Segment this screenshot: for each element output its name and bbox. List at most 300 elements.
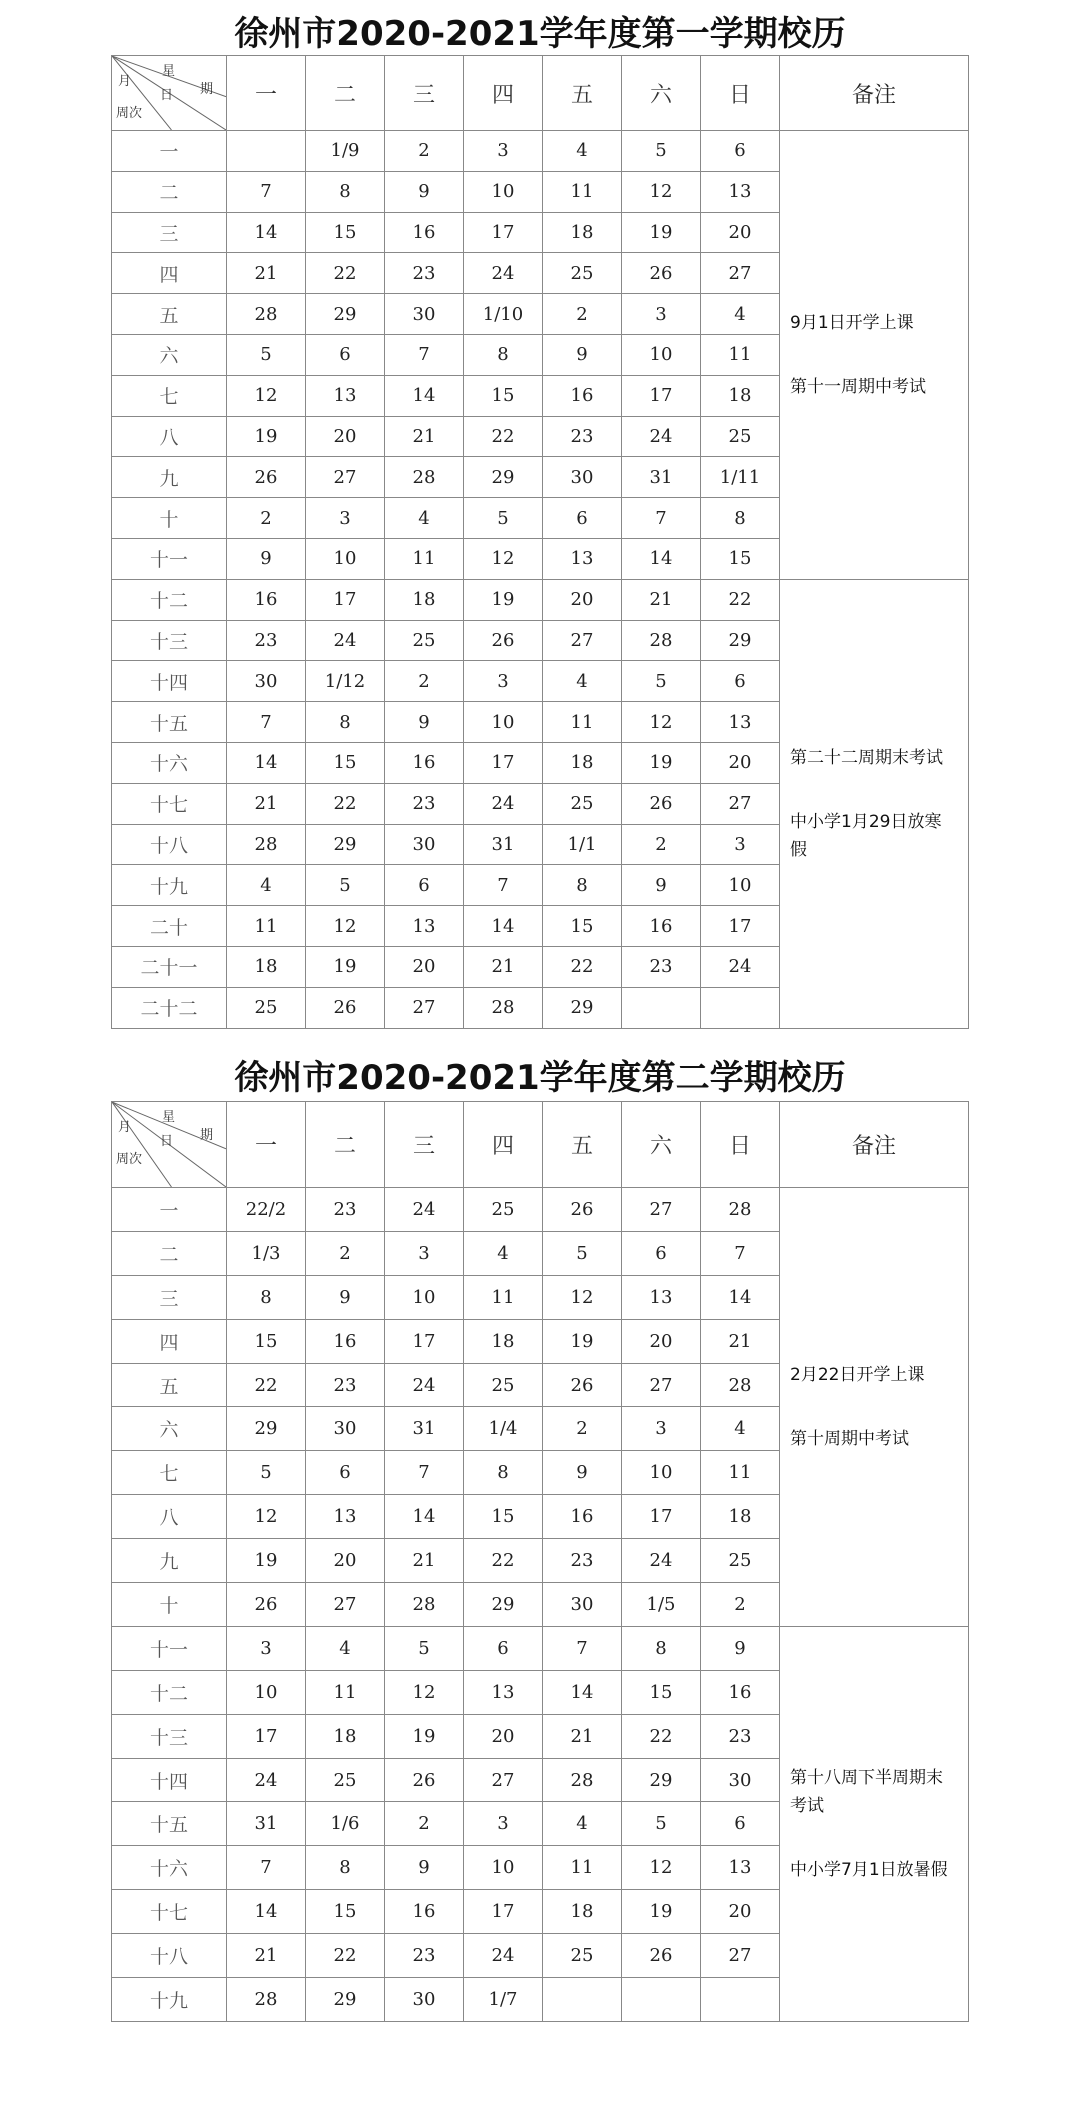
week-number-cell: 十六 [112,1846,227,1890]
header-row [112,1102,969,1188]
date-cell: 7 [543,1626,622,1670]
date-cell: 26 [543,1363,622,1407]
date-cell: 13 [701,171,780,212]
date-cell: 16 [227,579,306,620]
date-cell: 3 [306,498,385,539]
corner-label-week: 周次 [116,106,143,121]
date-cell: 12 [385,1670,464,1714]
week-number-cell: 十八 [112,1934,227,1978]
date-cell: 12 [227,1495,306,1539]
date-cell: 1/9 [306,131,385,172]
date-cell: 11 [543,171,622,212]
date-cell: 8 [701,498,780,539]
corner-label-star: 星 [162,1110,176,1125]
date-cell: 19 [227,416,306,457]
date-cell: 26 [227,1583,306,1627]
date-cell: 28 [227,1978,306,2022]
date-cell: 4 [306,1626,385,1670]
date-cell: 9 [385,171,464,212]
date-cell: 12 [543,1275,622,1319]
date-cell: 6 [306,334,385,375]
date-cell: 18 [543,742,622,783]
date-cell: 14 [543,1670,622,1714]
date-cell: 19 [622,212,701,253]
date-cell: 24 [622,1539,701,1583]
notes-header: 备注 [780,56,969,131]
date-cell: 30 [543,1583,622,1627]
week-number-cell: 十九 [112,865,227,906]
week-number-cell: 七 [112,1451,227,1495]
date-cell: 13 [701,1846,780,1890]
date-cell: 19 [622,742,701,783]
date-cell: 14 [227,742,306,783]
date-cell: 27 [622,1188,701,1232]
date-cell: 8 [306,702,385,743]
date-cell: 8 [543,865,622,906]
date-cell: 12 [622,702,701,743]
corner-label-day: 日 [160,1134,174,1149]
week-row [112,131,969,172]
date-cell: 27 [622,1363,701,1407]
date-cell: 21 [622,579,701,620]
date-cell: 1/6 [306,1802,385,1846]
date-cell: 29 [622,1758,701,1802]
date-cell: 20 [385,946,464,987]
date-cell: 16 [385,212,464,253]
date-cell: 13 [701,702,780,743]
date-cell: 23 [306,1188,385,1232]
date-cell: 19 [464,579,543,620]
date-cell: 5 [227,334,306,375]
week-number-cell: 二 [112,171,227,212]
notes-cell [780,579,969,1028]
date-cell: 31 [227,1802,306,1846]
date-cell [227,131,306,172]
date-cell: 23 [622,946,701,987]
week-number-cell: 十一 [112,1626,227,1670]
date-cell: 27 [701,1934,780,1978]
date-cell: 29 [306,294,385,335]
date-cell: 30 [543,457,622,498]
weekday-header: 五 [543,56,622,131]
date-cell: 23 [385,1934,464,1978]
semester2-calendar-table [111,1101,969,2022]
date-cell: 14 [227,1890,306,1934]
date-cell: 18 [306,1714,385,1758]
weekday-header: 二 [306,56,385,131]
date-cell: 19 [306,946,385,987]
date-cell: 24 [227,1758,306,1802]
date-cell: 24 [464,253,543,294]
date-cell: 6 [306,1451,385,1495]
date-cell: 26 [306,987,385,1028]
date-cell: 20 [701,742,780,783]
date-cell [701,1978,780,2022]
date-cell: 12 [622,1846,701,1890]
date-cell: 31 [464,824,543,865]
weekday-header: 六 [622,56,701,131]
weekday-header: 一 [227,56,306,131]
week-number-cell: 二十 [112,906,227,947]
date-cell: 4 [543,131,622,172]
date-cell: 28 [622,620,701,661]
week-row [112,1188,969,1232]
date-cell: 11 [701,334,780,375]
date-cell: 17 [464,742,543,783]
date-cell: 25 [543,253,622,294]
date-cell: 11 [464,1275,543,1319]
semester1-title: 徐州市2020-2021学年度第一学期校历 [234,14,846,54]
week-number-cell: 二十一 [112,946,227,987]
date-cell: 30 [227,661,306,702]
date-cell: 20 [306,416,385,457]
date-cell: 9 [543,1451,622,1495]
date-cell: 10 [306,538,385,579]
date-cell: 28 [385,457,464,498]
date-cell: 3 [385,1231,464,1275]
date-cell: 10 [385,1275,464,1319]
date-cell: 5 [622,1802,701,1846]
date-cell: 14 [464,906,543,947]
date-cell: 23 [385,253,464,294]
date-cell: 7 [385,334,464,375]
date-cell [543,1978,622,2022]
date-cell: 27 [701,253,780,294]
date-cell: 18 [227,946,306,987]
date-cell: 27 [701,783,780,824]
date-cell: 1/11 [701,457,780,498]
date-cell: 21 [227,1934,306,1978]
date-cell: 29 [701,620,780,661]
date-cell: 14 [622,538,701,579]
date-cell: 28 [227,294,306,335]
date-cell: 8 [464,1451,543,1495]
weekday-header: 二 [306,1102,385,1188]
date-cell: 26 [227,457,306,498]
date-cell: 22 [701,579,780,620]
date-cell: 1/5 [622,1583,701,1627]
date-cell: 11 [543,1846,622,1890]
date-cell: 25 [227,987,306,1028]
date-cell: 7 [385,1451,464,1495]
date-cell: 22 [464,416,543,457]
week-number-cell: 十三 [112,1714,227,1758]
week-row [112,579,969,620]
date-cell: 4 [385,498,464,539]
date-cell: 22 [306,783,385,824]
date-cell: 30 [385,824,464,865]
date-cell: 24 [701,946,780,987]
date-cell: 6 [701,131,780,172]
note-text: 第二十二周期末考试 [790,747,943,768]
semester2-title: 徐州市2020-2021学年度第二学期校历 [234,1058,846,1098]
week-number-cell: 一 [112,1188,227,1232]
week-number-cell: 十五 [112,1802,227,1846]
date-cell: 2 [701,1583,780,1627]
date-cell: 22 [622,1714,701,1758]
weekday-header: 五 [543,1102,622,1188]
date-cell: 2 [227,498,306,539]
date-cell: 7 [464,865,543,906]
weekday-header: 三 [385,1102,464,1188]
week-number-cell: 六 [112,1407,227,1451]
date-cell: 13 [306,375,385,416]
header-corner-cell [112,1102,227,1188]
date-cell: 11 [543,702,622,743]
date-cell: 30 [385,294,464,335]
corner-label-period: 期 [200,82,214,97]
date-cell: 21 [227,253,306,294]
date-cell: 30 [385,1978,464,2022]
date-cell: 2 [543,1407,622,1451]
date-cell: 18 [464,1319,543,1363]
date-cell: 8 [464,334,543,375]
date-cell: 18 [543,212,622,253]
week-number-cell: 二 [112,1231,227,1275]
date-cell: 25 [543,1934,622,1978]
date-cell: 17 [306,579,385,620]
date-cell: 16 [306,1319,385,1363]
date-cell: 14 [385,1495,464,1539]
week-number-cell: 十二 [112,579,227,620]
week-number-cell: 十 [112,498,227,539]
corner-label-period: 期 [200,1128,214,1143]
date-cell: 26 [385,1758,464,1802]
date-cell: 28 [701,1363,780,1407]
date-cell: 1/7 [464,1978,543,2022]
week-number-cell: 十四 [112,1758,227,1802]
notes-cell [780,1188,969,1627]
date-cell: 6 [701,1802,780,1846]
date-cell: 10 [227,1670,306,1714]
date-cell: 20 [464,1714,543,1758]
date-cell: 20 [622,1319,701,1363]
date-cell: 13 [622,1275,701,1319]
date-cell: 9 [543,334,622,375]
date-cell: 26 [464,620,543,661]
date-cell: 6 [701,661,780,702]
date-cell: 12 [227,375,306,416]
notes-header: 备注 [780,1102,969,1188]
date-cell: 31 [385,1407,464,1451]
date-cell: 24 [464,1934,543,1978]
note-text: 9月1日开学上课 [790,312,914,333]
date-cell: 3 [701,824,780,865]
date-cell: 14 [227,212,306,253]
weekday-header: 四 [464,56,543,131]
date-cell: 17 [622,375,701,416]
weekday-header: 四 [464,1102,543,1188]
date-cell: 29 [306,824,385,865]
week-number-cell: 十七 [112,1890,227,1934]
date-cell: 9 [385,1846,464,1890]
date-cell: 3 [464,1802,543,1846]
date-cell: 26 [622,783,701,824]
date-cell: 5 [306,865,385,906]
date-cell: 30 [701,1758,780,1802]
date-cell: 23 [543,416,622,457]
date-cell: 16 [385,742,464,783]
note-text: 第十一周期中考试 [790,376,926,397]
date-cell: 19 [385,1714,464,1758]
date-cell: 5 [543,1231,622,1275]
date-cell: 16 [385,1890,464,1934]
date-cell: 19 [622,1890,701,1934]
date-cell: 17 [464,1890,543,1934]
semester1-calendar-table [111,55,969,1029]
date-cell: 18 [543,1890,622,1934]
date-cell [622,1978,701,2022]
week-number-cell: 十八 [112,824,227,865]
date-cell: 15 [464,1495,543,1539]
date-cell [622,987,701,1028]
date-cell: 19 [227,1539,306,1583]
date-cell: 2 [385,131,464,172]
date-cell: 18 [701,1495,780,1539]
date-cell: 8 [306,1846,385,1890]
week-number-cell: 一 [112,131,227,172]
corner-label-month: 月 [118,1120,132,1135]
corner-label-day: 日 [160,88,174,103]
week-row [112,1626,969,1670]
date-cell: 7 [622,498,701,539]
date-cell: 27 [543,620,622,661]
date-cell: 24 [385,1363,464,1407]
week-number-cell: 十二 [112,1670,227,1714]
date-cell: 13 [385,906,464,947]
note-text: 第十周期中考试 [790,1428,909,1449]
date-cell: 13 [543,538,622,579]
date-cell: 16 [701,1670,780,1714]
week-number-cell: 三 [112,1275,227,1319]
week-number-cell: 九 [112,1539,227,1583]
date-cell: 27 [464,1758,543,1802]
date-cell: 28 [227,824,306,865]
date-cell: 31 [622,457,701,498]
date-cell: 21 [385,416,464,457]
notes-cell [780,131,969,580]
corner-label-star: 星 [162,64,176,79]
weekday-header: 日 [701,56,780,131]
date-cell: 2 [385,1802,464,1846]
date-cell: 22 [464,1539,543,1583]
date-cell: 2 [543,294,622,335]
week-number-cell: 十六 [112,742,227,783]
date-cell: 4 [543,1802,622,1846]
date-cell: 1/10 [464,294,543,335]
date-cell: 11 [701,1451,780,1495]
week-number-cell: 十五 [112,702,227,743]
date-cell: 19 [543,1319,622,1363]
week-number-cell: 五 [112,294,227,335]
date-cell: 1/3 [227,1231,306,1275]
date-cell: 10 [701,865,780,906]
date-cell: 25 [464,1188,543,1232]
date-cell: 25 [701,1539,780,1583]
date-cell: 10 [464,1846,543,1890]
week-number-cell: 四 [112,1319,227,1363]
date-cell: 11 [385,538,464,579]
date-cell: 20 [543,579,622,620]
date-cell: 26 [622,1934,701,1978]
date-cell: 24 [464,783,543,824]
date-cell: 20 [306,1539,385,1583]
date-cell: 20 [701,212,780,253]
date-cell: 29 [227,1407,306,1451]
date-cell: 27 [385,987,464,1028]
date-cell: 5 [385,1626,464,1670]
date-cell: 27 [306,457,385,498]
corner-label-month: 月 [118,74,132,89]
date-cell: 15 [622,1670,701,1714]
note-text: 2月22日开学上课 [790,1364,925,1385]
date-cell: 22/2 [227,1188,306,1232]
date-cell: 27 [306,1583,385,1627]
week-number-cell: 十四 [112,661,227,702]
date-cell: 18 [385,579,464,620]
corner-label-week: 周次 [116,1152,143,1167]
week-number-cell: 十三 [112,620,227,661]
date-cell: 11 [227,906,306,947]
date-cell: 4 [464,1231,543,1275]
date-cell: 7 [227,171,306,212]
week-number-cell: 四 [112,253,227,294]
date-cell: 22 [306,253,385,294]
date-cell: 5 [622,131,701,172]
date-cell: 8 [622,1626,701,1670]
date-cell: 4 [543,661,622,702]
week-number-cell: 五 [112,1363,227,1407]
date-cell: 21 [464,946,543,987]
date-cell: 29 [543,987,622,1028]
date-cell: 29 [464,1583,543,1627]
date-cell: 21 [385,1539,464,1583]
date-cell: 24 [622,416,701,457]
header-corner-cell [112,56,227,131]
date-cell: 3 [622,1407,701,1451]
weekday-header: 六 [622,1102,701,1188]
date-cell: 26 [543,1188,622,1232]
weekday-header: 三 [385,56,464,131]
date-cell: 15 [306,212,385,253]
date-cell: 5 [464,498,543,539]
date-cell: 1/1 [543,824,622,865]
date-cell: 17 [464,212,543,253]
date-cell: 25 [701,416,780,457]
date-cell: 12 [464,538,543,579]
date-cell: 16 [543,375,622,416]
weekday-header: 日 [701,1102,780,1188]
date-cell: 15 [543,906,622,947]
date-cell: 25 [385,620,464,661]
date-cell: 10 [622,334,701,375]
date-cell: 12 [622,171,701,212]
date-cell: 10 [464,171,543,212]
date-cell: 23 [306,1363,385,1407]
date-cell: 28 [464,987,543,1028]
date-cell: 24 [306,620,385,661]
date-cell: 28 [543,1758,622,1802]
date-cell: 6 [543,498,622,539]
date-cell: 1/12 [306,661,385,702]
date-cell: 6 [464,1626,543,1670]
date-cell: 1/4 [464,1407,543,1451]
date-cell: 15 [306,1890,385,1934]
week-number-cell: 三 [112,212,227,253]
date-cell: 25 [306,1758,385,1802]
date-cell: 9 [306,1275,385,1319]
date-cell: 2 [306,1231,385,1275]
